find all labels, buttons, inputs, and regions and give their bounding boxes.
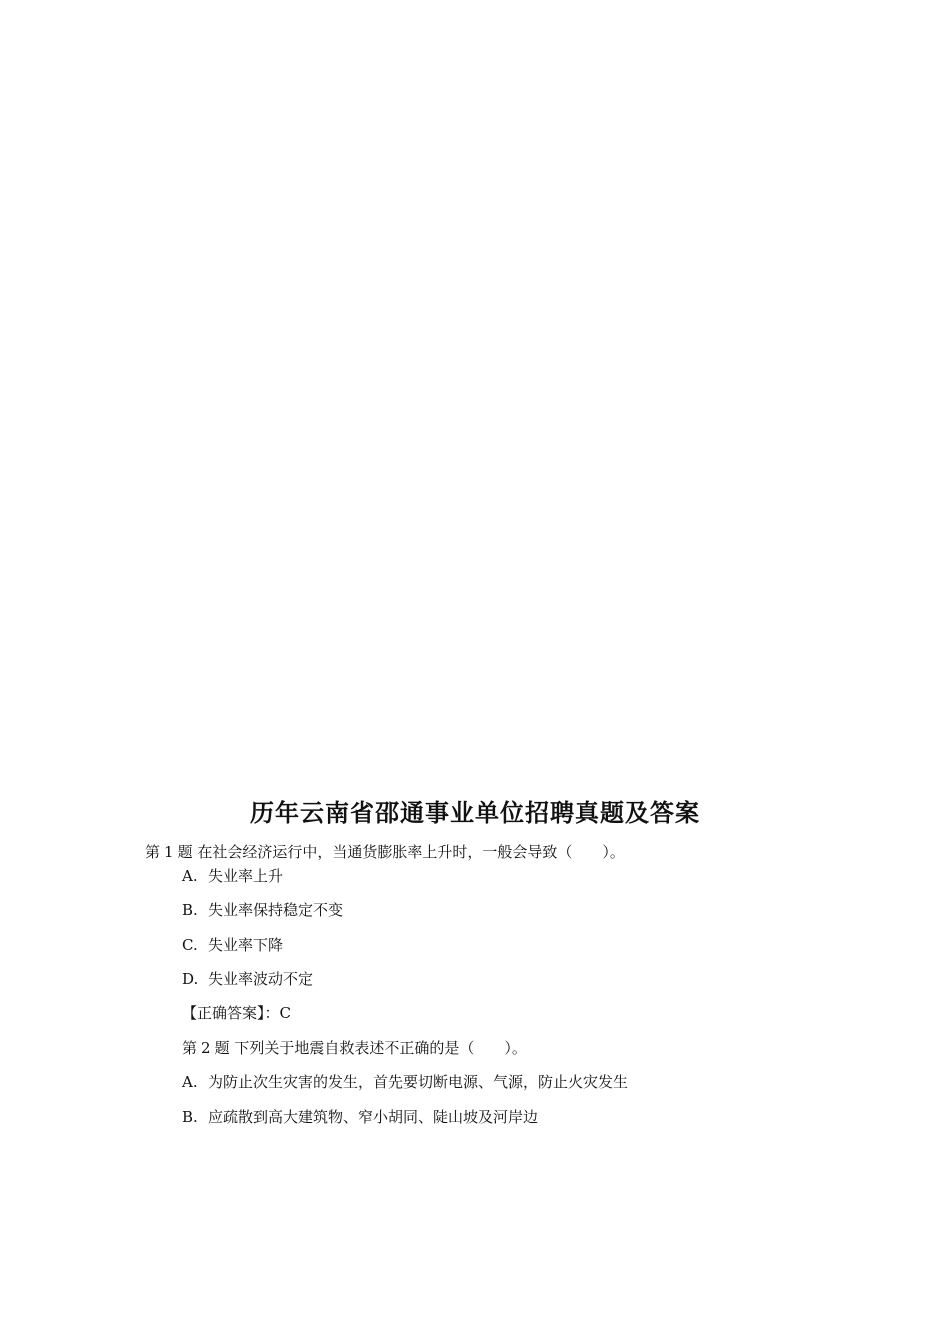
option-text: 应疏散到高大建筑物、窄小胡同、陡山坡及河岸边 [208,1108,539,1126]
question-2-stem [182,1038,527,1058]
question-2-option-a [182,1072,628,1092]
question-1-option-d [182,969,313,989]
question-1-suffix: 题 [177,843,193,861]
question-1-option-c [182,935,283,955]
option-label: A. [182,1073,198,1091]
option-label: B. [182,901,198,919]
question-2-prefix: 第 [182,1039,198,1057]
question-1-text: 在社会经济运行中，当通货膨胀率上升时，一般会导致（ ）。 [197,843,625,861]
document-title: 历年云南省邵通事业单位招聘真题及答案 [250,798,700,827]
question-1-answer [182,1003,291,1023]
option-text: 失业率上升 [208,867,284,885]
option-label: D. [182,970,199,988]
answer-value: C [279,1004,291,1022]
question-2-text: 下列关于地震自救表述不正确的是（ ）。 [234,1039,527,1057]
option-text: 失业率波动不定 [208,970,314,988]
option-text: 失业率保持稳定不变 [208,901,344,919]
question-1-number: 1 [164,843,174,861]
option-text: 为防止次生灾害的发生，首先要切断电源、气源，防止火灾发生 [208,1073,629,1091]
question-2-suffix: 题 [214,1039,230,1057]
question-2-number: 2 [201,1039,211,1057]
question-1-option-b [182,900,343,920]
question-1-option-a [182,866,283,886]
option-label: B. [182,1108,198,1126]
question-1-stem [145,842,625,862]
answer-label: 【正确答案】： [182,1004,280,1022]
option-text: 失业率下降 [208,936,284,954]
question-2-option-b [182,1107,538,1127]
option-label: A. [182,867,198,885]
option-label: C. [182,936,198,954]
question-1-prefix: 第 [145,843,161,861]
